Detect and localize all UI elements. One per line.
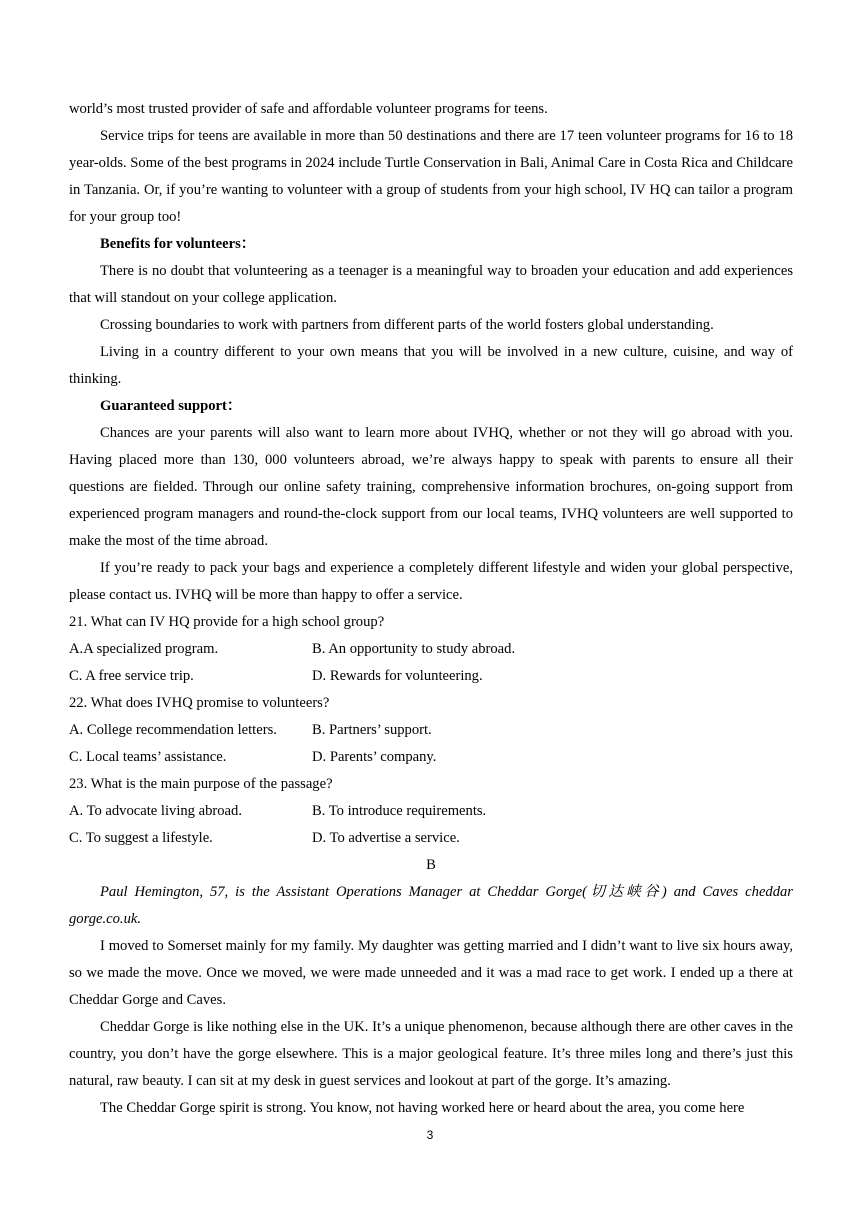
option-row	[69, 798, 793, 825]
paragraph: Chances are your parents will also want to learn more about IVHQ, whether or not they will go abroad with you. Having placed more than 130, 000 volunteers abroad, we’re always happy to speak with parents to ensure all their questions are fielded. Through our online safety training, comprehensive information brochures, on-going support from experienced program managers and round-the-clock support from our local teams, IVHQ volunteers are well supported to make the most of the time abroad.	[69, 425, 793, 549]
option-a: A.A specialized program.	[69, 641, 219, 657]
benefits-heading: Benefits for volunteers：	[100, 236, 256, 252]
option-b: B. An opportunity to study abroad.	[312, 641, 516, 657]
question-stem: 22. What does IVHQ promise to volunteers?	[69, 695, 330, 711]
document-page	[69, 96, 793, 1122]
question-23	[69, 771, 793, 852]
question-21	[69, 609, 793, 690]
paragraph: Cheddar Gorge is like nothing else in the UK. It’s a unique phenomenon, because although there are other caves in the country, you don’t have the gorge elsewhere. This is a major geological feature. It’s three miles long and there’s just this natural, raw beauty. I can sit at my desk in guest services and lookout at part of the gorge. It’s amazing.	[69, 1019, 793, 1089]
option-d: D. Parents’ company.	[312, 749, 437, 765]
option-c: C. A free service trip.	[69, 668, 194, 684]
paragraph: There is no doubt that volunteering as a teenager is a meaningful way to broaden your education and add experiences that will standout on your college application.	[69, 263, 793, 306]
option-row	[69, 744, 793, 771]
option-a: A. College recommendation letters.	[69, 722, 277, 738]
option-row	[69, 663, 793, 690]
page-number: 3	[426, 1128, 434, 1142]
paragraph: Service trips for teens are available in more than 50 destinations and there are 17 teen volunteer programs for 16 to 18 year-olds. Some of the best programs in 2024 include Turtle Conservation in Bali, Animal Care in Costa Rica and Childcare in Tanzania. Or, if you’re wanting to volunteer with a group of students from your high school, IV HQ can tailor a program for your group too!	[69, 128, 794, 225]
option-row	[69, 636, 793, 663]
option-c: C. To suggest a lifestyle.	[69, 830, 213, 846]
paragraph: world’s most trusted provider of safe and affordable volunteer programs for teens.	[69, 101, 548, 117]
option-a: A. To advocate living abroad.	[69, 803, 242, 819]
paragraph: The Cheddar Gorge spirit is strong. You know, not having worked here or heard about the area, you come here	[100, 1100, 745, 1116]
option-b: B. To introduce requirements.	[312, 803, 487, 819]
section-b-intro: Paul Hemington, 57, is the Assistant Operations Manager at Cheddar Gorge(切达峡谷) and Caves cheddar gorge.co.uk.	[69, 884, 793, 927]
option-row	[69, 825, 793, 852]
paragraph: Living in a country different to your own means that you will be involved in a new culture, cuisine, and way of thinking.	[69, 344, 793, 387]
support-heading: Guaranteed support：	[100, 398, 242, 414]
option-d: D. Rewards for volunteering.	[312, 668, 483, 684]
paragraph: I moved to Somerset mainly for my family. My daughter was getting married and I didn’t want to live six hours away, so we made the move. Once we moved, we were made unneeded and it was a mad race to get work. I ended up a there at Cheddar Gorge and Caves.	[69, 938, 793, 1008]
section-b-heading: B	[426, 857, 436, 873]
question-22	[69, 690, 793, 771]
option-row	[69, 717, 793, 744]
option-d: D. To advertise a service.	[312, 830, 460, 846]
option-c: C. Local teams’ assistance.	[69, 749, 227, 765]
question-stem: 23. What is the main purpose of the passage?	[69, 776, 333, 792]
option-b: B. Partners’ support.	[312, 722, 432, 738]
question-stem: 21. What can IV HQ provide for a high school group?	[69, 614, 385, 630]
paragraph: Crossing boundaries to work with partners from different parts of the world fosters global understanding.	[100, 317, 714, 333]
paragraph: If you’re ready to pack your bags and experience a completely different lifestyle and widen your global perspective, please contact us. IVHQ will be more than happy to offer a service.	[69, 560, 793, 603]
